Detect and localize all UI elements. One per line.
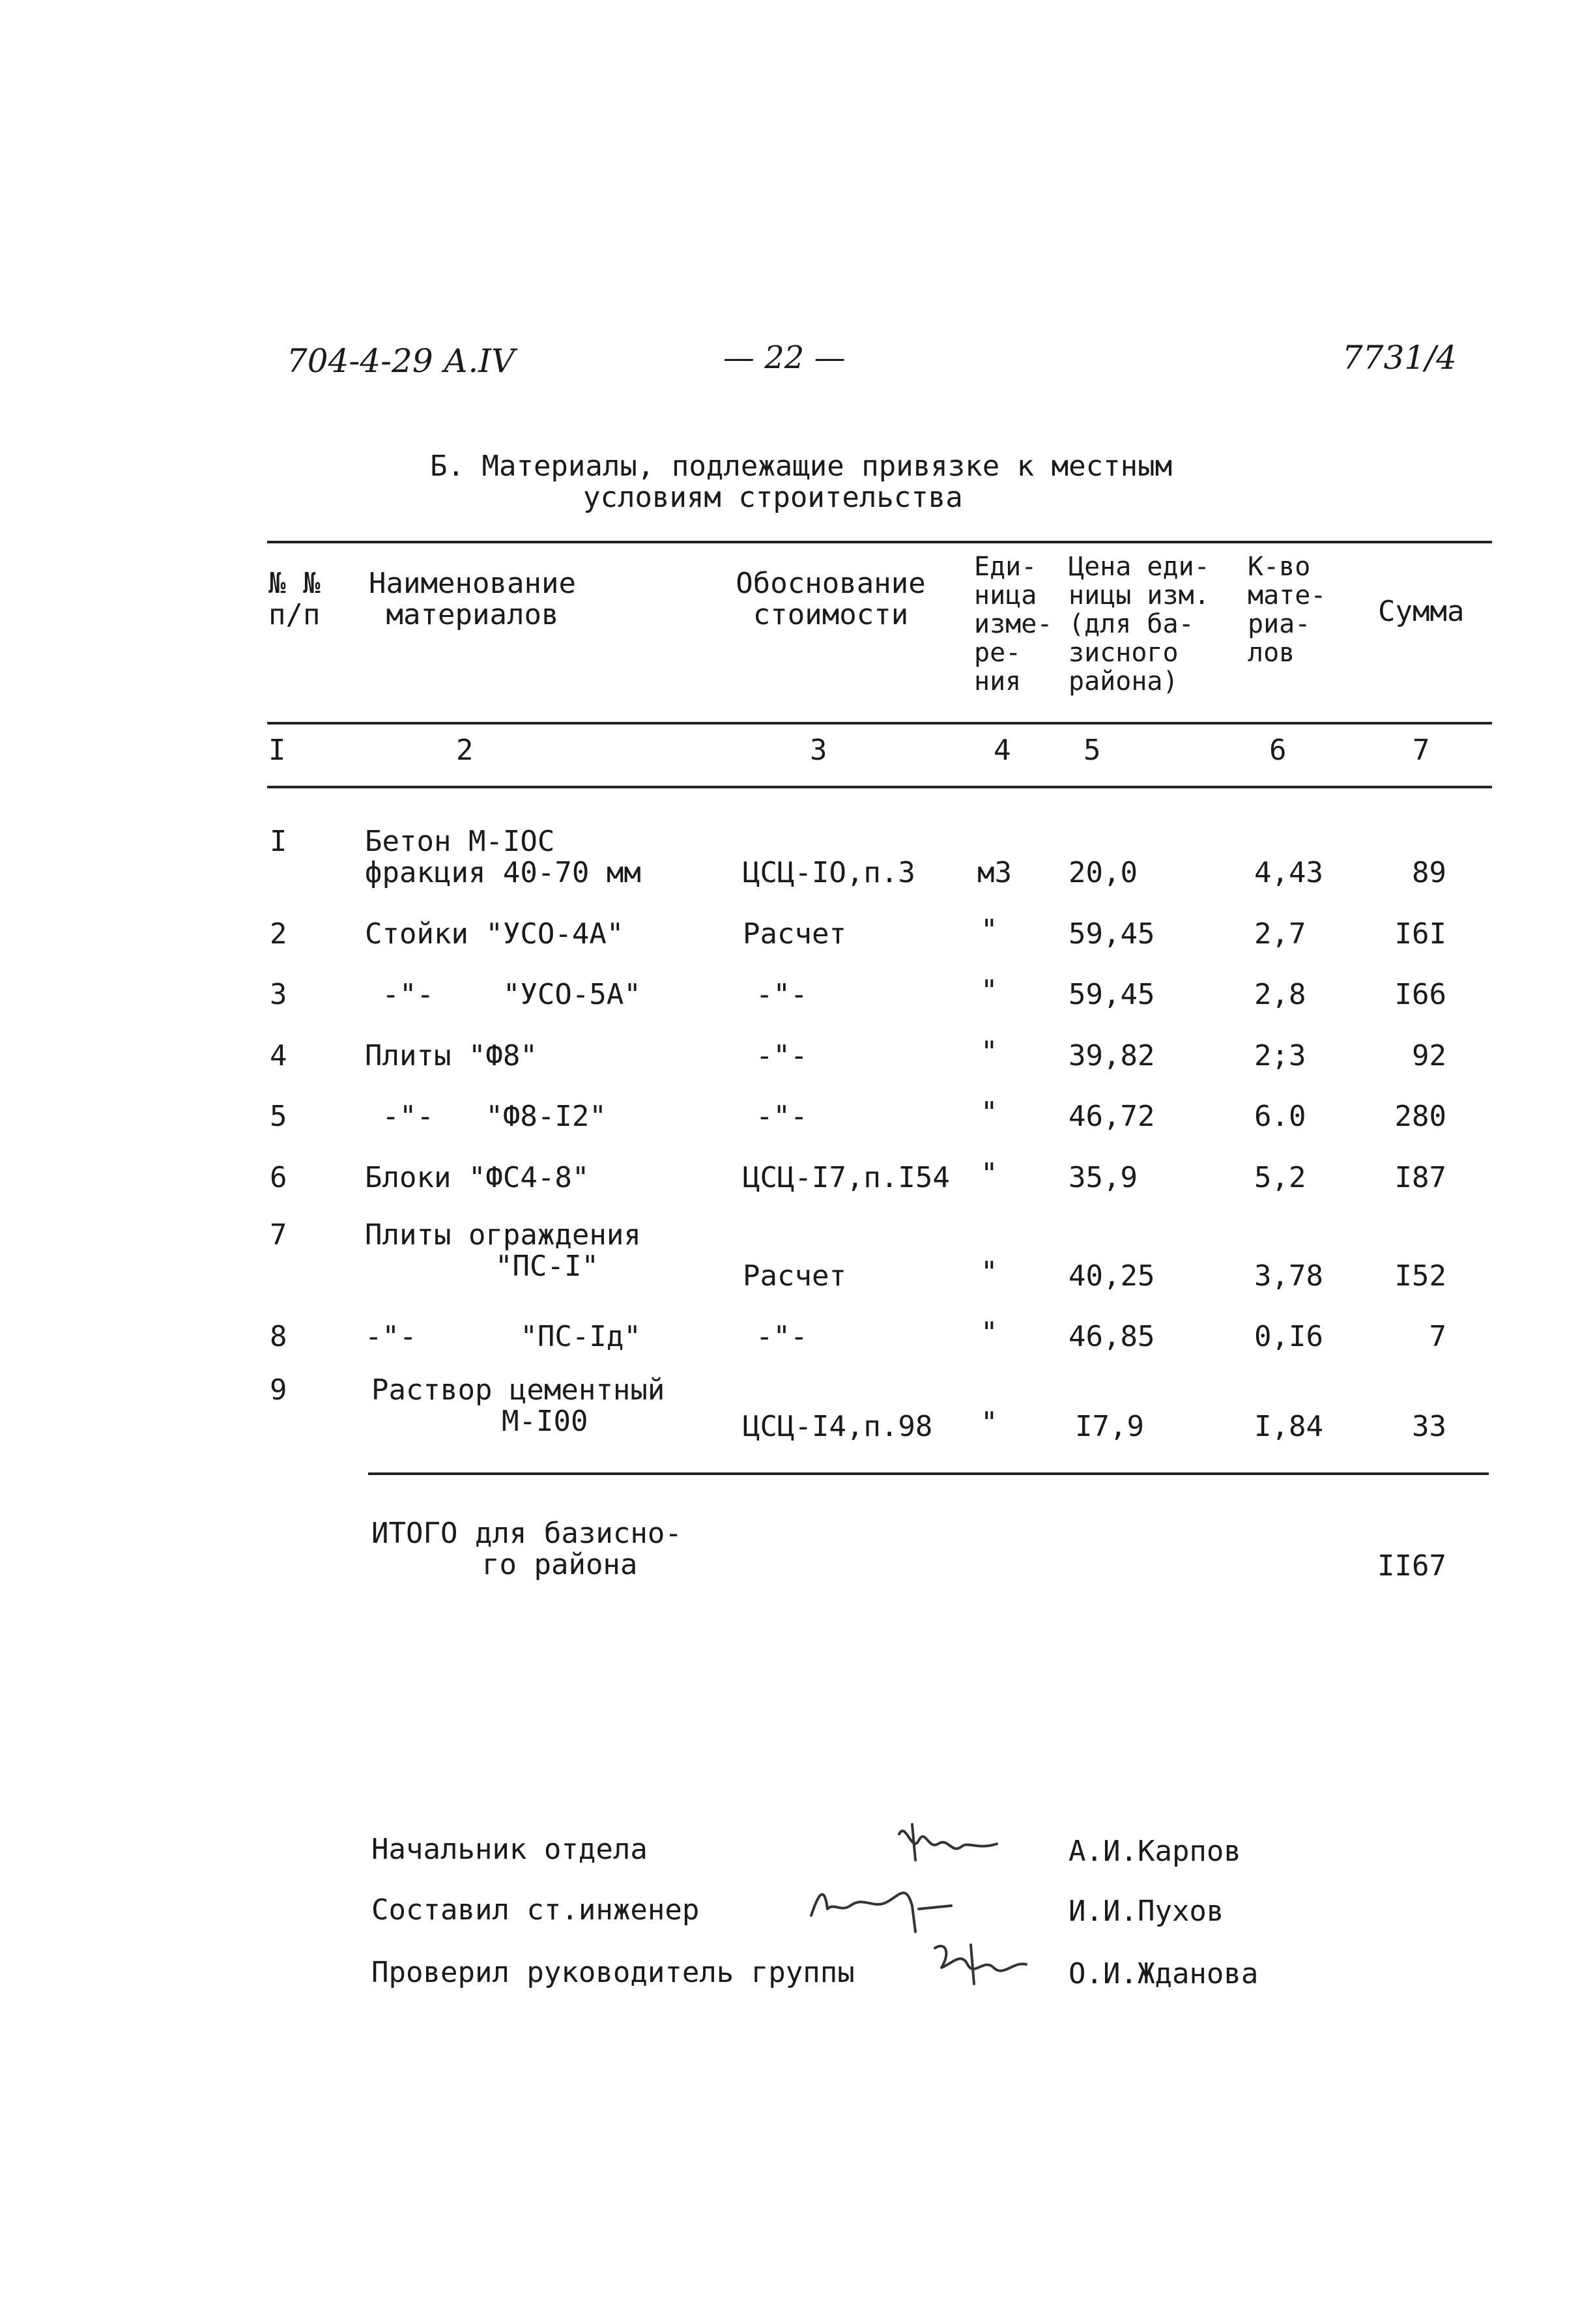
unit-price: 20,0 — [1069, 856, 1138, 889]
unit-price: 39,82 — [1069, 1039, 1155, 1072]
table-bottom-rule — [368, 1472, 1489, 1475]
sum: I87 — [1394, 1161, 1446, 1194]
cost-basis: Расчет — [743, 1259, 846, 1293]
cost-basis: ЦСЦ-I7,п.I54 — [743, 1161, 950, 1194]
column-numbers-rule — [267, 786, 1492, 788]
unit: м3 — [977, 856, 1012, 889]
header-bottom-rule — [267, 722, 1492, 724]
header-col5: Цена еди- ницы изм. (для ба- зисного района) — [1069, 552, 1210, 696]
unit: " — [981, 1406, 998, 1439]
row-number: 9 — [270, 1373, 287, 1407]
col-number-5: 5 — [1084, 734, 1101, 767]
unit: " — [981, 1035, 998, 1069]
cost-basis: Расчет — [743, 917, 846, 951]
signature-role: Проверил руководитель группы — [371, 1956, 855, 1989]
header-col2: Наименование материалов — [369, 567, 576, 631]
quantity: I,84 — [1254, 1410, 1323, 1443]
header-col1: № № п/п — [268, 567, 321, 631]
col-number-7: 7 — [1413, 734, 1430, 767]
material-name: -"- "ПС-Iд" — [365, 1320, 641, 1353]
row-number: 3 — [270, 978, 287, 1011]
material-name: Плиты "Ф8" — [365, 1039, 538, 1072]
handwritten-signature — [925, 1932, 1036, 1997]
unit-price: 59,45 — [1069, 978, 1155, 1011]
cost-basis: -"- — [756, 1039, 808, 1072]
signature-role: Составил ст.инженер — [371, 1893, 700, 1927]
material-name: Бетон М-IOC фракция 40-70 мм — [365, 825, 641, 889]
sum: 7 — [1429, 1320, 1446, 1353]
table-top-rule — [267, 541, 1492, 543]
cost-basis: -"- — [756, 1100, 808, 1133]
col-number-4: 4 — [994, 734, 1011, 767]
sum: 92 — [1412, 1039, 1446, 1072]
quantity: 4,43 — [1254, 856, 1323, 889]
quantity: 2;3 — [1254, 1039, 1306, 1072]
unit: " — [981, 1096, 998, 1129]
quantity: 2,8 — [1254, 978, 1306, 1011]
unit: " — [981, 1255, 998, 1289]
section-title-line2: условиям строительства — [583, 481, 963, 514]
material-name: Плиты ограждения "ПС-I" — [365, 1218, 641, 1283]
unit: " — [981, 974, 998, 1007]
quantity: 5,2 — [1254, 1161, 1306, 1194]
total-label: ИТОГО для базисно- го района — [371, 1517, 682, 1581]
unit-price: 46,72 — [1069, 1100, 1155, 1133]
quantity: 3,78 — [1254, 1259, 1323, 1293]
handwritten-signature — [801, 1870, 958, 1942]
material-name: Раствор цементный М-I00 — [371, 1373, 665, 1438]
row-number: 7 — [270, 1218, 287, 1252]
header-col6: К-во мате- риа- лов — [1248, 552, 1327, 668]
material-name: -"- "Ф8-I2" — [365, 1100, 607, 1133]
sum: 280 — [1394, 1100, 1446, 1133]
unit-price: 59,45 — [1069, 917, 1155, 951]
unit-price: 46,85 — [1069, 1320, 1155, 1353]
total-value: II67 — [1377, 1549, 1446, 1583]
sum: I6I — [1394, 917, 1446, 951]
sum: 33 — [1412, 1410, 1446, 1443]
signatory-name: И.И.Пухов — [1069, 1895, 1224, 1928]
cost-basis: -"- — [756, 1320, 808, 1353]
inventory-number: 7731/4 — [1342, 339, 1457, 377]
row-number: 6 — [270, 1161, 287, 1194]
row-number: 5 — [270, 1100, 287, 1133]
quantity: 6.0 — [1254, 1100, 1306, 1133]
row-number: 4 — [270, 1039, 287, 1072]
header-col3: Обоснование стоимости — [736, 567, 926, 631]
page-number: — 22 — — [723, 339, 846, 376]
col-number-1: I — [268, 734, 286, 767]
signatory-name: О.И.Жданова — [1069, 1957, 1259, 1990]
material-name: Блоки "ФС4-8" — [365, 1161, 590, 1194]
unit: " — [981, 1157, 998, 1190]
unit: " — [981, 913, 998, 947]
cost-basis: -"- — [756, 978, 808, 1011]
row-number: 2 — [270, 917, 287, 951]
cost-basis: ЦСЦ-I4,п.98 — [743, 1410, 933, 1443]
quantity: 0,I6 — [1254, 1320, 1323, 1353]
unit: " — [981, 1316, 998, 1349]
material-name: Стойки "УСО-4А" — [365, 917, 624, 951]
header-col4: Еди- ница изме- ре- ния — [974, 552, 1053, 696]
signature-role: Начальник отдела — [371, 1833, 648, 1866]
unit-price: 40,25 — [1069, 1259, 1155, 1293]
row-number: I — [270, 825, 287, 858]
header-col7: Сумма — [1378, 595, 1465, 628]
col-number-3: 3 — [810, 734, 827, 767]
col-number-6: 6 — [1269, 734, 1287, 767]
sum: I52 — [1394, 1259, 1446, 1293]
handwritten-signature — [893, 1815, 1003, 1873]
document-code: 704-4-29 А.IV — [287, 342, 515, 380]
sum: 89 — [1412, 856, 1446, 889]
cost-basis: ЦСЦ-IO,п.3 — [743, 856, 915, 889]
signatory-name: А.И.Карпов — [1069, 1835, 1241, 1868]
row-number: 8 — [270, 1320, 287, 1353]
section-title-line1: Б. Материалы, подлежащие привязке к местным — [430, 450, 1173, 483]
unit-price: I7,9 — [1075, 1410, 1144, 1443]
unit-price: 35,9 — [1069, 1161, 1138, 1194]
quantity: 2,7 — [1254, 917, 1306, 951]
col-number-2: 2 — [456, 734, 474, 767]
sum: I66 — [1394, 978, 1446, 1011]
material-name: -"- "УСО-5А" — [365, 978, 641, 1011]
